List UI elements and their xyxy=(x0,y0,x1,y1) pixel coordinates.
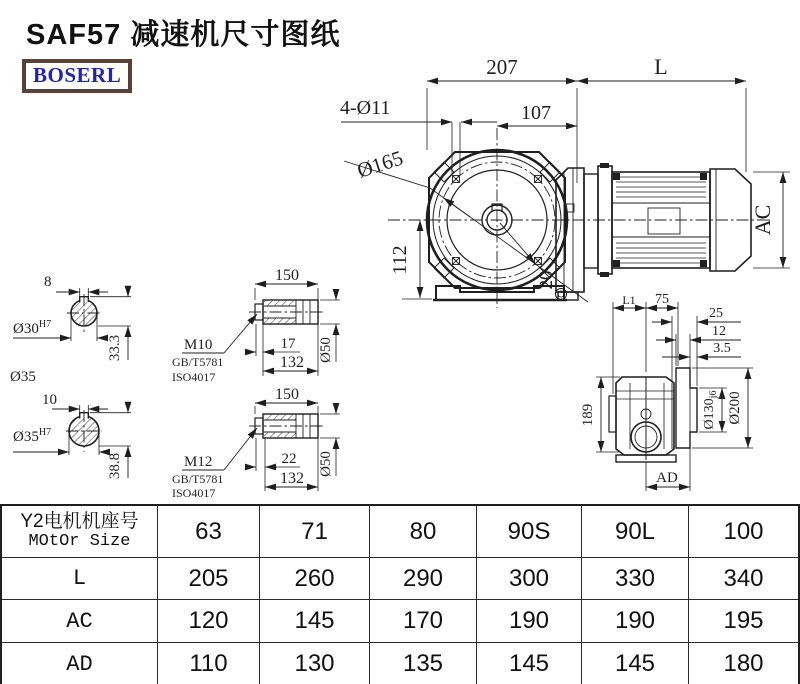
dim-12: 12 xyxy=(712,324,726,339)
table-header-motor-size xyxy=(2,506,158,558)
dim-207: 207 xyxy=(486,55,518,79)
label-m12: M12 xyxy=(184,454,213,470)
dim-O50-b: Ø50 xyxy=(318,451,334,477)
dim-3-5: 3.5 xyxy=(713,341,731,356)
label-gb-b: GB/T5781 xyxy=(172,472,224,486)
table-value: 290 xyxy=(370,558,477,600)
col-header: 90L xyxy=(582,506,689,558)
col-header: 90S xyxy=(477,506,582,558)
dim-bore-30: $Ø30^{H7}$ xyxy=(13,319,52,337)
table-value: 145 xyxy=(260,600,370,643)
motor-side-view xyxy=(556,163,751,300)
table-value: 260 xyxy=(260,558,370,600)
row-label-AD: AD xyxy=(2,643,158,684)
dim-22: 22 xyxy=(281,451,297,467)
dimension-table xyxy=(0,504,800,684)
dim-O165: Ø165 xyxy=(354,145,406,183)
table-value: 170 xyxy=(370,600,477,643)
dim-132-a: 132 xyxy=(280,354,304,371)
label-m10: M10 xyxy=(184,337,213,353)
row-label-L: L xyxy=(2,558,158,600)
page-title: SAF57 减速机尺寸图纸 xyxy=(26,19,341,51)
dim-keyway-10: 10 xyxy=(42,392,57,408)
dim-keyway-8: 8 xyxy=(44,274,52,290)
table-value: 180 xyxy=(723,650,764,677)
header-cn: Y2电机机座号 xyxy=(20,510,139,532)
dim-132-b: 132 xyxy=(280,470,304,487)
dim-75: 75 xyxy=(655,292,669,307)
dim-bore-35: $Ø35^{H7}$ xyxy=(13,427,52,445)
table-value: 330 xyxy=(582,558,689,600)
dim-112: 112 xyxy=(389,245,411,275)
dim-L: L xyxy=(654,54,668,79)
shaft-detail-m12 xyxy=(172,386,340,500)
col-header: 100 xyxy=(689,506,798,558)
dim-AD: AD xyxy=(656,470,678,486)
col-header: 63 xyxy=(158,506,260,558)
table-value: 195 xyxy=(689,600,798,643)
col-header: 80 xyxy=(370,506,477,558)
hollow-shaft-section-35 xyxy=(13,392,131,479)
dim-189: 189 xyxy=(580,403,596,427)
table-value: 120 xyxy=(158,600,260,643)
table-value: 135 xyxy=(370,643,477,684)
label-O35: Ø35 xyxy=(10,369,36,385)
dim-4xO11: 4-Ø11 xyxy=(340,97,391,119)
row-label-AC: AC xyxy=(2,600,158,643)
table-value: 340 xyxy=(689,558,798,600)
header-en: MOtOr Size xyxy=(28,531,131,551)
dim-107: 107 xyxy=(521,102,551,124)
table-value: 190 xyxy=(582,600,689,643)
table-value: 205 xyxy=(158,558,260,600)
label-gb-a: GB/T5781 xyxy=(172,355,224,369)
dim-AC: AC xyxy=(750,204,775,236)
dim-depth-38-8: 38.8 xyxy=(107,452,123,480)
table-value: 300 xyxy=(477,558,582,600)
brand-logo-text: BOSERL xyxy=(33,63,122,87)
hollow-shaft-section-30 xyxy=(10,274,131,385)
dim-O200: Ø200 xyxy=(727,391,743,425)
front-view xyxy=(388,128,772,308)
dim-150-b: 150 xyxy=(275,386,299,403)
dim-20: 20 xyxy=(536,270,557,290)
col-header: 71 xyxy=(260,506,370,558)
table-value: 110 xyxy=(158,643,260,684)
dim-O130: $Ø130_{j6}$ xyxy=(702,390,719,430)
rear-flange-view xyxy=(580,292,753,491)
table-value: 130 xyxy=(260,643,370,684)
table-value: 145 xyxy=(582,643,689,684)
dim-depth-33-3: 33.3 xyxy=(107,334,123,362)
dim-L1: L1 xyxy=(622,293,636,307)
dim-O50-a: Ø50 xyxy=(318,337,334,363)
table-value: 190 xyxy=(477,600,582,643)
dim-25: 25 xyxy=(709,306,723,321)
label-iso-a: ISO4017 xyxy=(172,370,216,384)
dim-150-a: 150 xyxy=(275,267,299,284)
label-iso-b: ISO4017 xyxy=(172,486,216,500)
dim-17: 17 xyxy=(280,336,296,352)
shaft-detail-m10 xyxy=(172,267,340,384)
table-value: 145 xyxy=(477,643,582,684)
